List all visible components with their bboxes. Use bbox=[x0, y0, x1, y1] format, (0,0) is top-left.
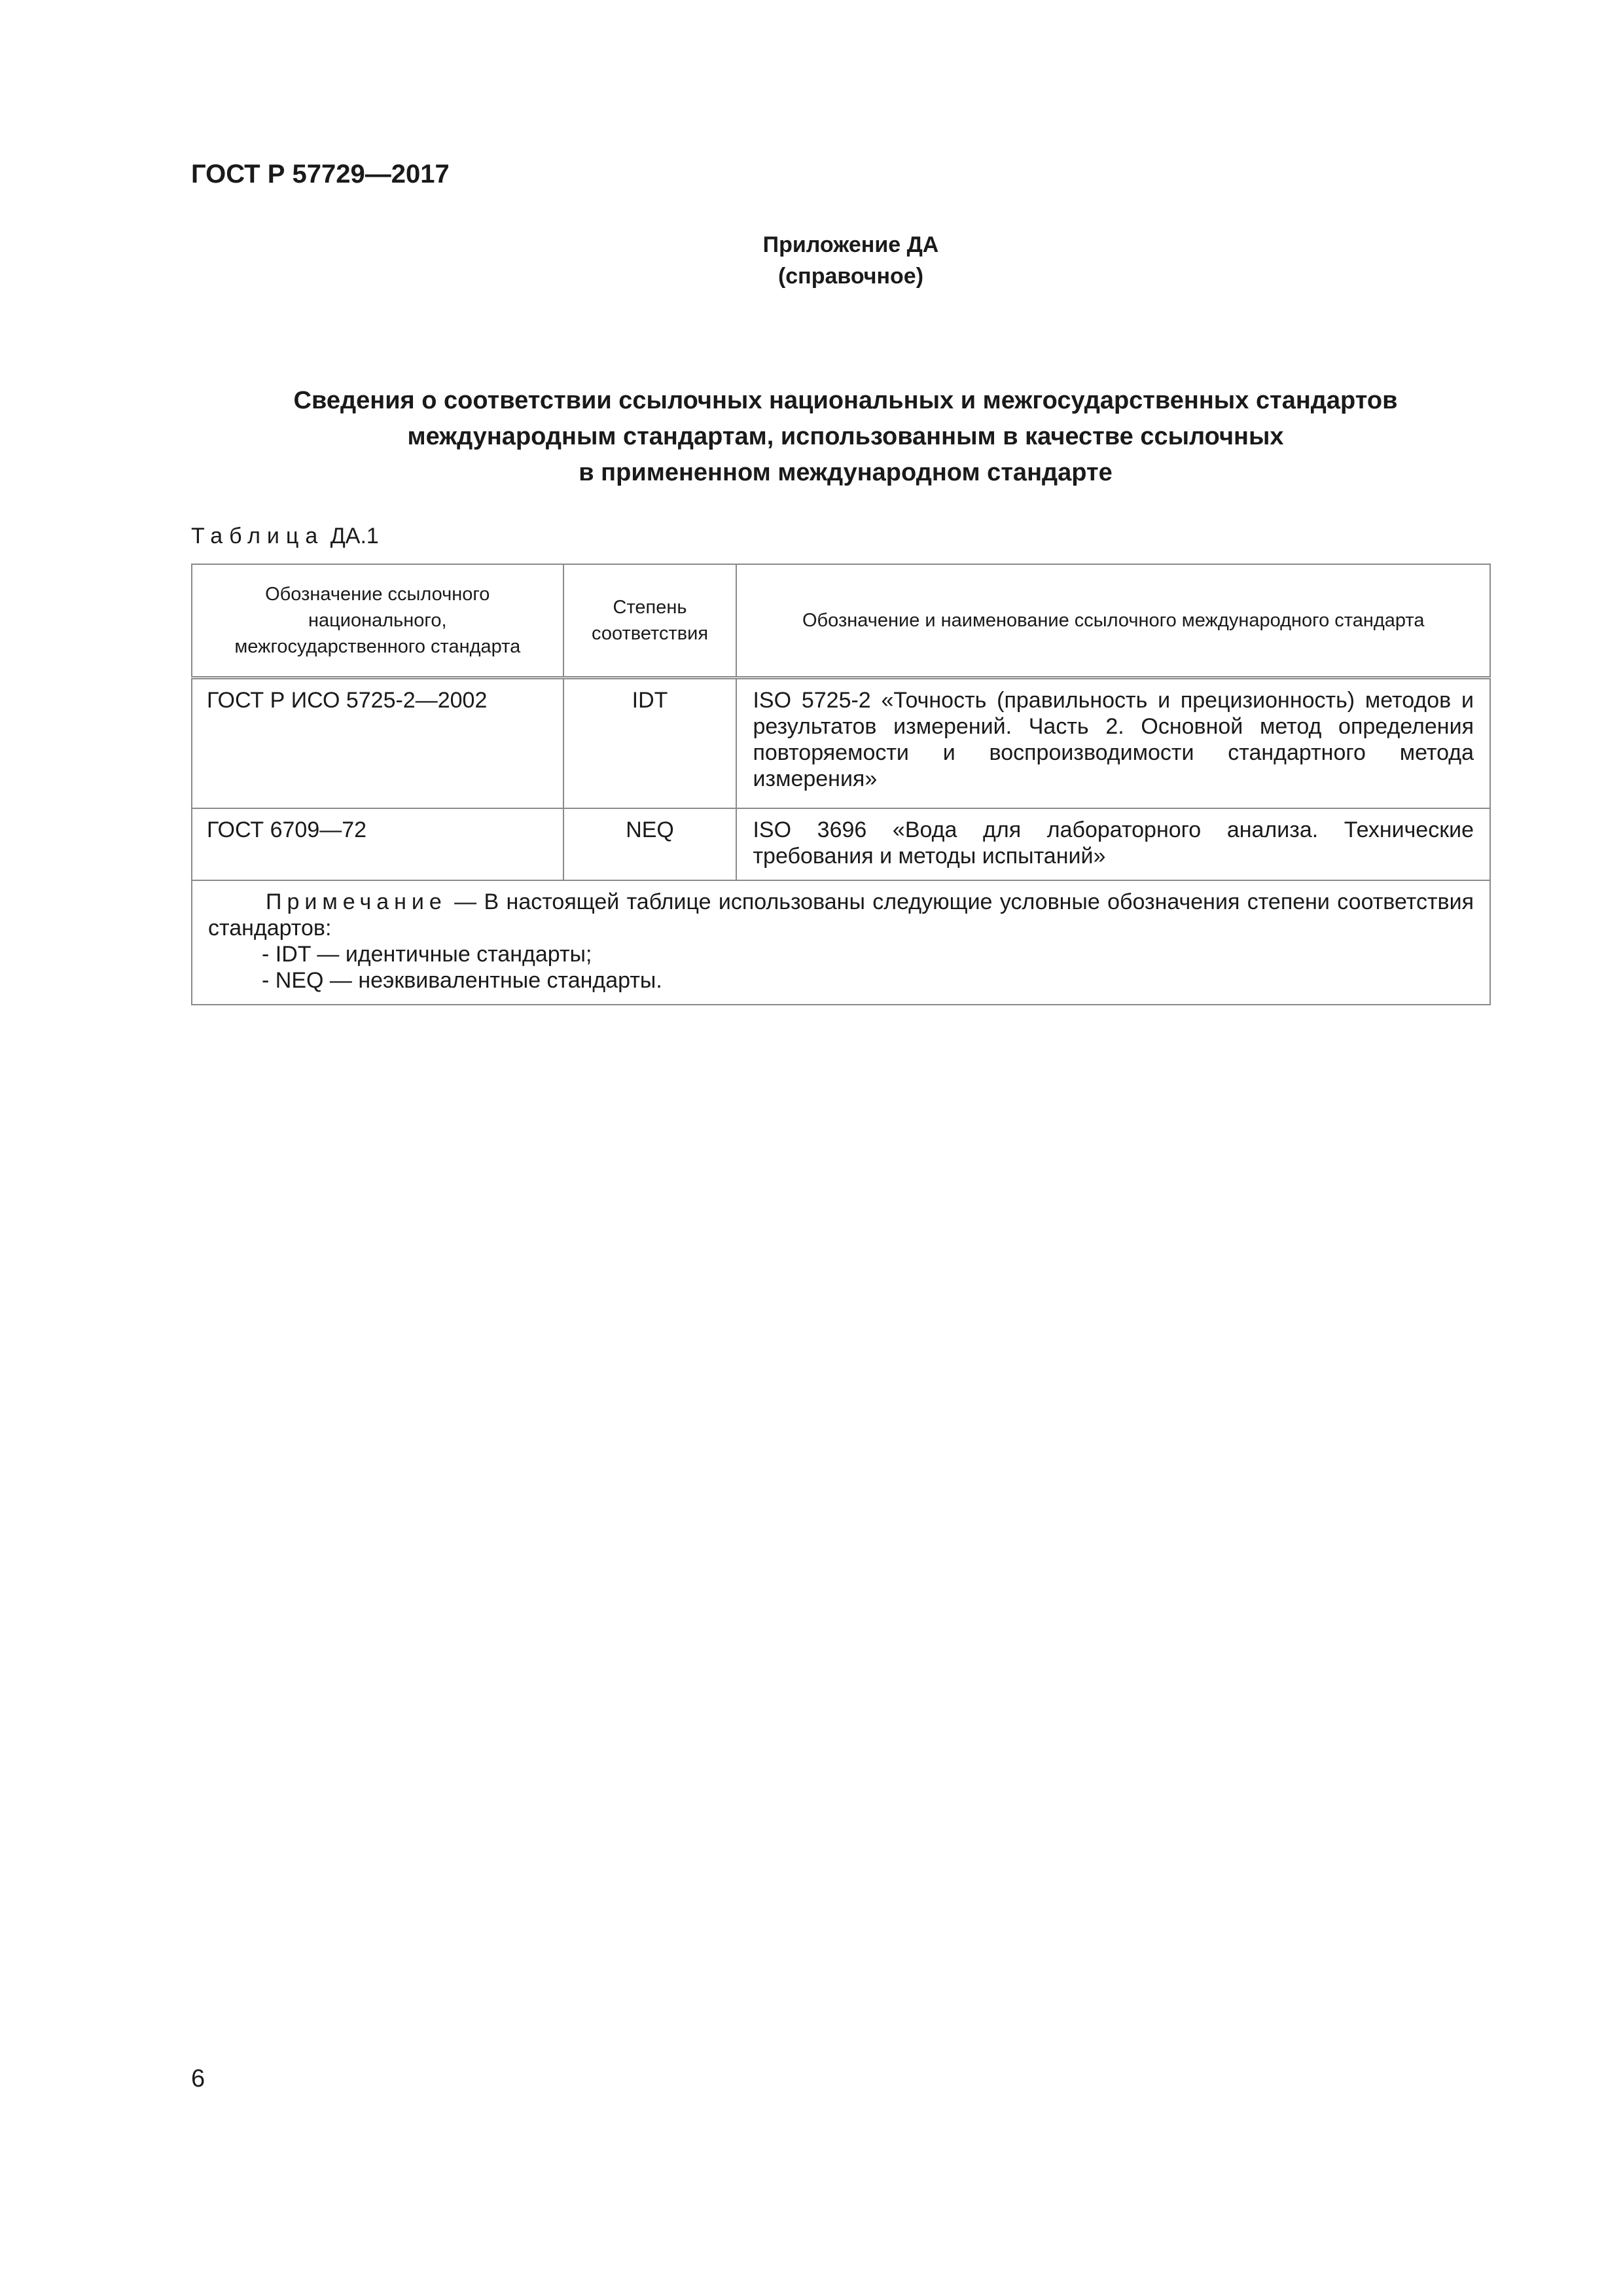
note-text: — В настоящей таблице использованы следующие условные обозначения степени соответствия стандартов: bbox=[208, 889, 1474, 941]
heading-line: в примененном международном стандарте bbox=[579, 459, 1113, 486]
note-label: Примечание bbox=[266, 889, 447, 914]
page-number: 6 bbox=[191, 2065, 205, 2092]
annex-title: Приложение ДА bbox=[762, 232, 939, 257]
table-caption-number: ДА.1 bbox=[330, 524, 379, 548]
annex-heading bbox=[191, 383, 1500, 491]
table-caption bbox=[191, 524, 379, 549]
table-caption-label: Таблица bbox=[191, 524, 325, 548]
header-international-standard: Обозначение и наименование ссылочного международного стандарта bbox=[736, 564, 1490, 678]
note-lead bbox=[208, 889, 1474, 941]
cell-degree: NEQ bbox=[563, 808, 737, 880]
header-degree: Степень соответствия bbox=[563, 564, 737, 678]
heading-line: Сведения о соответствии ссылочных национальных и межгосударственных стандартов bbox=[293, 387, 1398, 414]
table-note bbox=[192, 880, 1490, 1005]
note-item: - IDT — идентичные стандарты; bbox=[262, 942, 592, 967]
heading-line: международным стандартам, использованным в качестве ссылочных bbox=[407, 423, 1284, 450]
table-header-row bbox=[192, 564, 1490, 678]
cell-degree: IDT bbox=[563, 678, 737, 809]
table-row bbox=[192, 808, 1490, 880]
table-note-row bbox=[192, 880, 1490, 1005]
cell-international-standard: ISO 5725-2 «Точность (правильность и прецизионность) методов и результатов измерений. Часть 2. Основной метод определения повторяемости и воспроизводимости стандартного метода измерения» bbox=[736, 678, 1490, 809]
cell-international-standard: ISO 3696 «Вода для лабораторного анализа. Технические требования и методы испытаний» bbox=[736, 808, 1490, 880]
document-id: ГОСТ Р 57729—2017 bbox=[191, 160, 450, 188]
header-national-standard: Обозначение ссылочного национального, межгосударственного стандарта bbox=[192, 564, 563, 678]
note-item: - NEQ — неэквивалентные стандарты. bbox=[262, 968, 662, 993]
correspondence-table bbox=[191, 564, 1491, 1005]
cell-national-standard: ГОСТ 6709—72 bbox=[192, 808, 563, 880]
cell-national-standard: ГОСТ Р ИСО 5725-2—2002 bbox=[192, 678, 563, 809]
annex-type: (справочное) bbox=[777, 264, 924, 289]
table-row bbox=[192, 678, 1490, 809]
